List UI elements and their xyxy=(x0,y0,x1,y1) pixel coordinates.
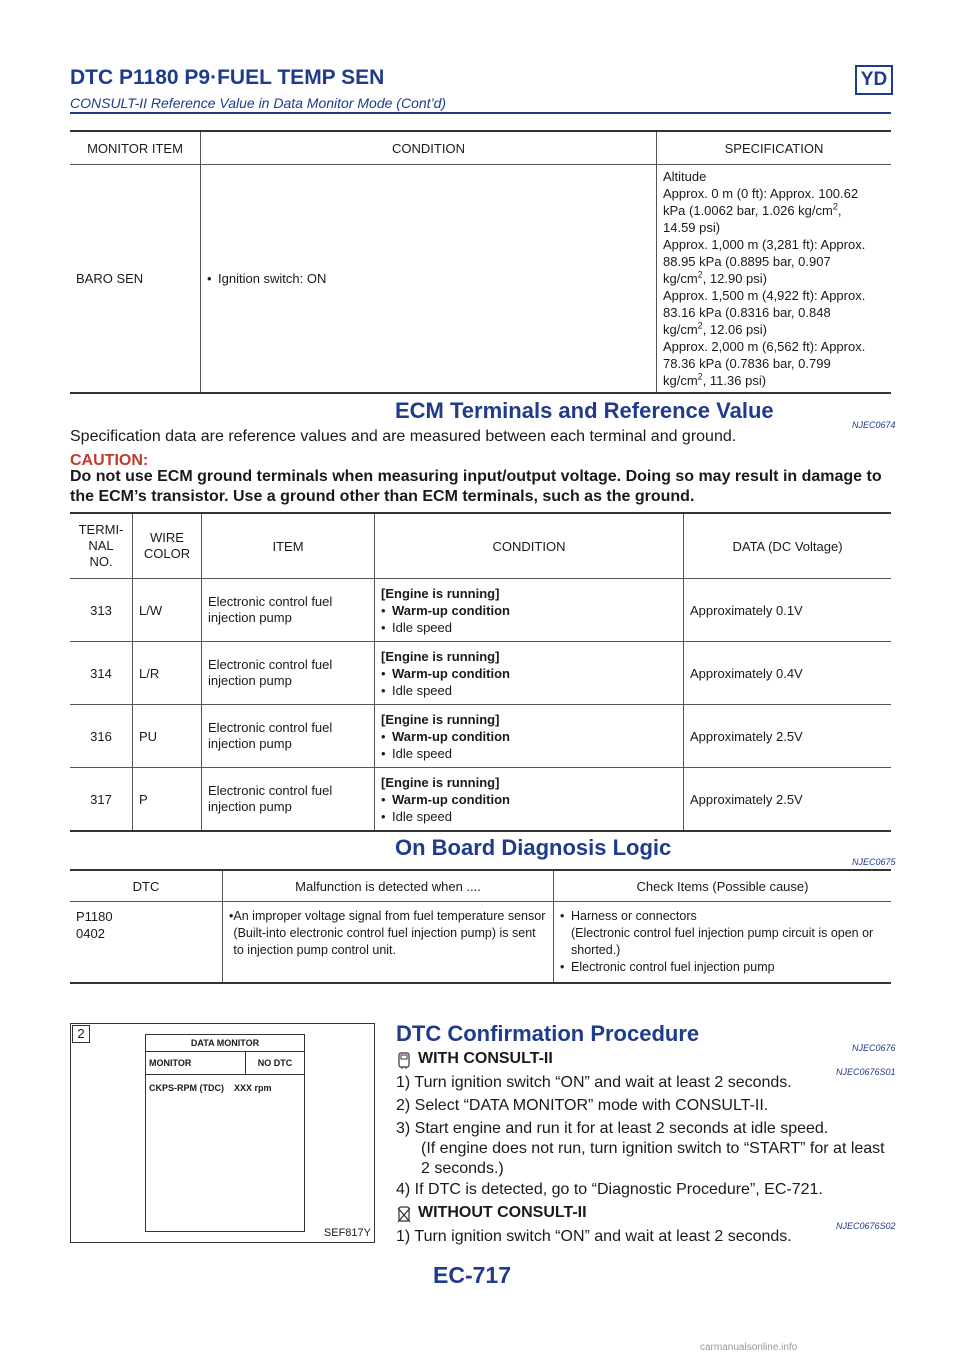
bullet-icon: • xyxy=(207,271,212,286)
bullet-icon: • xyxy=(229,909,234,923)
engine-badge: YD xyxy=(855,65,893,95)
ecm-heading: ECM Terminals and Reference Value xyxy=(395,398,774,423)
col-wire: WIRE COLOR xyxy=(133,513,202,579)
with-consult-heading: WITH CONSULT-II xyxy=(418,1050,553,1067)
obd-code: NJEC0675 xyxy=(852,857,896,867)
figure-caption: SEF817Y xyxy=(323,1227,371,1239)
bullet-icon: • xyxy=(381,808,386,824)
col-terminal: TERMI-NAL NO. xyxy=(70,513,133,579)
bullet-icon: • xyxy=(381,682,386,698)
obd-table xyxy=(70,869,891,984)
table-row: 317 P Electronic control fuel injection pump [Engine is running] • Warm-up condition • Idle speed Approximately 2.5V xyxy=(70,768,891,832)
table-row xyxy=(70,165,891,394)
bullet-icon: • xyxy=(381,728,386,744)
step-4: 4) If DTC is detected, go to “Diagnostic Procedure”, EC-721. xyxy=(396,1181,823,1198)
page-subtitle: CONSULT-II Reference Value in Data Monitor Mode (Cont’d) xyxy=(70,95,447,111)
col-condition: CONDITION xyxy=(375,513,684,579)
monitor-spec: Altitude Approx. 0 m (0 ft): Approx. 100.62 kPa (1.0062 bar, 1.026 $kg/cm^2$, 14.59 psi) Approx. 1,000 m (3,281 ft): Approx. 88.95 kPa (0.8895 bar, 0.907 $kg/cm^2$, 12.90 psi) Approx. 1,500 m (4,922 ft): Approx. 83.16 kPa (0.8316 bar, 0.848 $kg/cm^2$, 12.06 psi) Approx. 2,000 m (6,562 ft): Approx. 78.36 kPa (0.7836 bar, 0.799 $kg/cm^2$, 11.36 psi) xyxy=(657,165,892,394)
monitor-item: BARO SEN xyxy=(76,271,144,286)
step-1: 1) Turn ignition switch “ON” and wait at least 2 seconds. xyxy=(396,1074,792,1091)
col-item: ITEM xyxy=(202,513,375,579)
monitor-condition: • Ignition switch: ON xyxy=(201,165,657,394)
watermark[interactable]: carmanualsonline.info xyxy=(700,1342,798,1353)
without-consult-heading: WITHOUT CONSULT-II xyxy=(418,1204,587,1221)
without-step-1: 1) Turn ignition switch “ON” and wait at least 2 seconds. xyxy=(396,1228,792,1245)
ecm-table xyxy=(70,512,891,832)
without-consult-code: NJEC0676S02 xyxy=(836,1221,896,1231)
step-2: 2) Select “DATA MONITOR” mode with CONSULT-II. xyxy=(396,1097,769,1114)
bullet-icon: • xyxy=(560,960,565,974)
figure-number: 2 xyxy=(72,1025,90,1043)
col-malfunction: Malfunction is detected when .... xyxy=(223,870,554,902)
with-consult-code: NJEC0676S01 xyxy=(836,1067,896,1077)
col-specification: SPECIFICATION xyxy=(657,131,892,165)
col-condition: CONDITION xyxy=(201,131,657,165)
col-monitor-item: MONITOR ITEM xyxy=(70,131,201,165)
data-monitor-screen: DATA MONITOR MONITOR NO DTC CKPS-RPM (TDC) XXX rpm xyxy=(145,1034,305,1232)
monitor-table xyxy=(70,130,891,394)
col-dtc: DTC xyxy=(70,870,223,902)
table-row: 314 L/R Electronic control fuel injection pump [Engine is running] • Warm-up condition • Idle speed Approximately 0.4V xyxy=(70,642,891,705)
page-title: DTC P1180 P9·FUEL TEMP SEN xyxy=(70,66,385,89)
step-3: 3) Start engine and run it for at least 2 seconds at idle speed. xyxy=(396,1120,829,1137)
bullet-icon: • xyxy=(381,665,386,681)
caution-label: CAUTION: xyxy=(70,452,149,469)
bullet-icon: • xyxy=(381,745,386,761)
page-number: EC-717 xyxy=(433,1262,511,1288)
caution-text: Do not use ECM ground terminals when measuring input/output voltage. Doing so may result in damage to the ECM’s transistor. Use a ground other than ECM terminals, such as the ground. xyxy=(70,468,882,505)
ecm-code: NJEC0674 xyxy=(852,420,896,430)
col-data: DATA (DC Voltage) xyxy=(684,513,892,579)
table-row: P1180 0402 • An improper voltage signal from fuel temperature sensor (Built-into electronic control fuel injection pump) is sent to injection pump control unit. • Harness or connectors (Electronic control fuel injection pump circuit is open or shorted.) • Electronic control fuel injection pump xyxy=(70,902,891,984)
bullet-icon: • xyxy=(381,619,386,635)
ecm-intro: Specification data are reference values and are measured between each terminal and ground. xyxy=(70,428,737,445)
bullet-icon: • xyxy=(381,791,386,807)
consult-tool-icon xyxy=(397,1052,411,1070)
bullet-icon: • xyxy=(560,909,565,923)
bullet-icon: • xyxy=(381,602,386,618)
table-row: 313 L/W Electronic control fuel injection pump [Engine is running] • Warm-up condition • Idle speed Approximately 0.1V xyxy=(70,579,891,642)
table-row: 316 PU Electronic control fuel injection pump [Engine is running] • Warm-up condition • Idle speed Approximately 2.5V xyxy=(70,705,891,768)
procedure-heading: DTC Confirmation Procedure xyxy=(396,1021,700,1046)
step-3-note: (If engine does not run, turn ignition switch to “START” for at least 2 seconds.) xyxy=(421,1140,885,1177)
obd-heading: On Board Diagnosis Logic xyxy=(395,835,672,860)
col-check-items: Check Items (Possible cause) xyxy=(554,870,892,902)
header-rule xyxy=(70,112,891,114)
consult-figure xyxy=(70,1023,375,1243)
procedure-code: NJEC0676 xyxy=(852,1043,896,1053)
no-consult-tool-icon xyxy=(397,1206,411,1224)
